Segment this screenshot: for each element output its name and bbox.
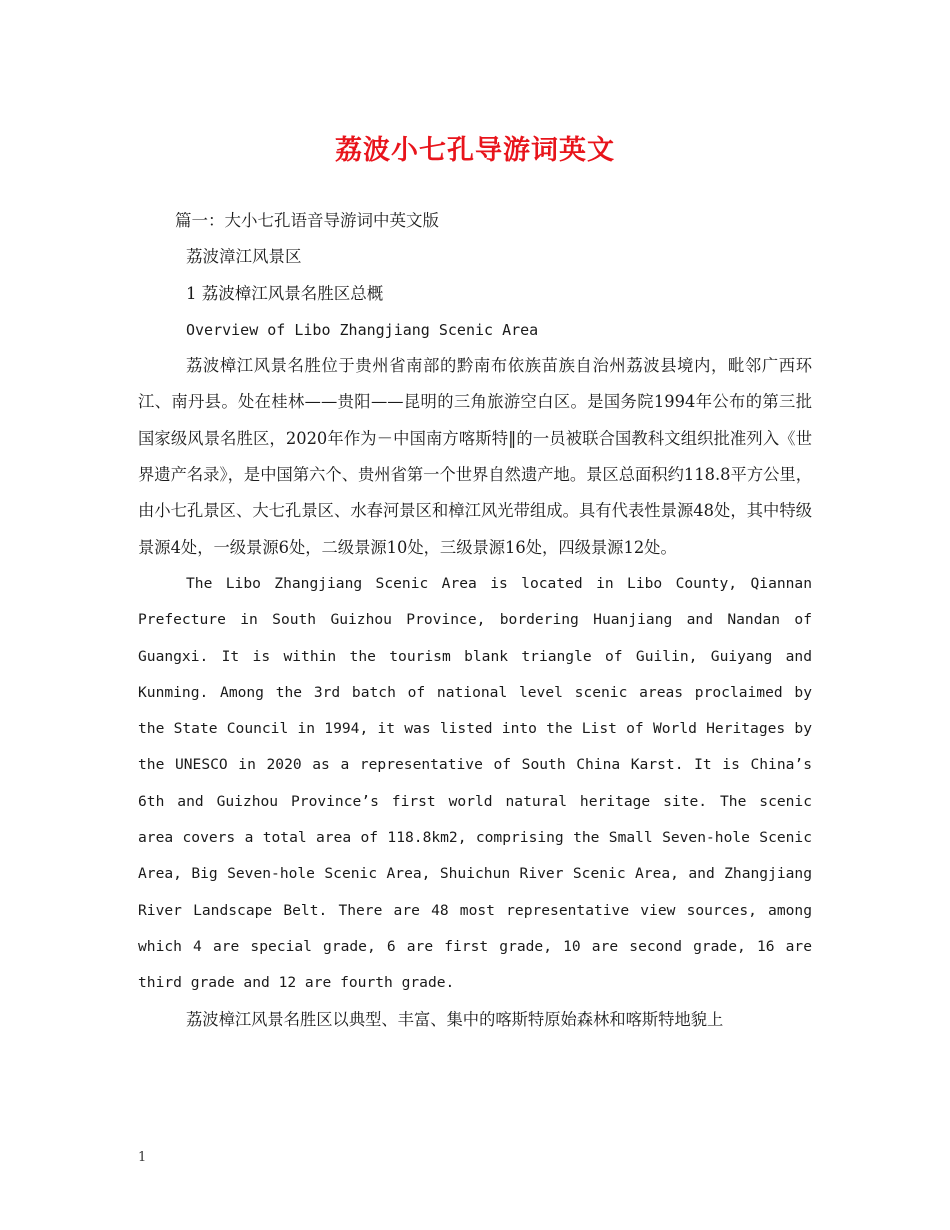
- area-name: 荔波漳江风景区: [186, 247, 302, 267]
- paragraph-cn-1: 荔波樟江风景名胜位于贵州省南部的黔南布依族苗族自治州荔波县境内，毗邻广西环江、南丹县。处在桂林——贵阳——昆明的三角旅游空白区。是国务院1994年公布的第三批国家级风景名胜区，2020年作为－中国南方喀斯特‖的一员被联合国教科文组织批准列入《世界遗产名录》，是中国第六个、贵州省第一个世界自然遗产地。景区总面积约118.8平方公里，由小七孔景区、大七孔景区、水春河景区和樟江风光带组成。具有代表性景源48处，其中特级景源4处，一级景源6处，二级景源10处，三级景源16处，四级景源12处。: [138, 356, 812, 557]
- page-number: 1: [138, 1150, 147, 1165]
- document-body: [138, 203, 812, 1038]
- section-heading: 篇一：大小七孔语音导游词中英文版: [175, 211, 439, 230]
- paragraph-en-1: The Libo Zhangjiang Scenic Area is located in Libo County, Qiannan Prefecture in South Guizhou Province, bordering Huanjiang and Nandan of Guangxi. It is within the tourism blank triangle of Guilin, Guiyang and Kunming. Among the 3rd batch of national level scenic areas proclaimed by the State Council in 1994, it was listed into the List of World Heritages by the UNESCO in 2020 as a representative of South China Karst. It is China’s 6th and Guizhou Province’s first world natural heritage site. The scenic area covers a total area of 118.8km2, comprising the Small Seven-hole Scenic Area, Big Seven-hole Scenic Area, Shuichun River Scenic Area, and Zhangjiang River Landscape Belt. There are 48 most representative view sources, among which 4 are special grade, 6 are first grade, 10 are second grade, 16 are third grade and 12 are fourth grade.: [138, 574, 812, 992]
- paragraph-cn-2: 荔波樟江风景名胜区以典型、丰富、集中的喀斯特原始森林和喀斯特地貌上: [186, 1009, 724, 1029]
- document-title: 荔波小七孔导游词英文: [335, 135, 615, 166]
- overview-heading-en: Overview of Libo Zhangjiang Scenic Area: [186, 320, 539, 339]
- overview-heading-cn: 1 荔波樟江风景名胜区总概: [186, 283, 384, 303]
